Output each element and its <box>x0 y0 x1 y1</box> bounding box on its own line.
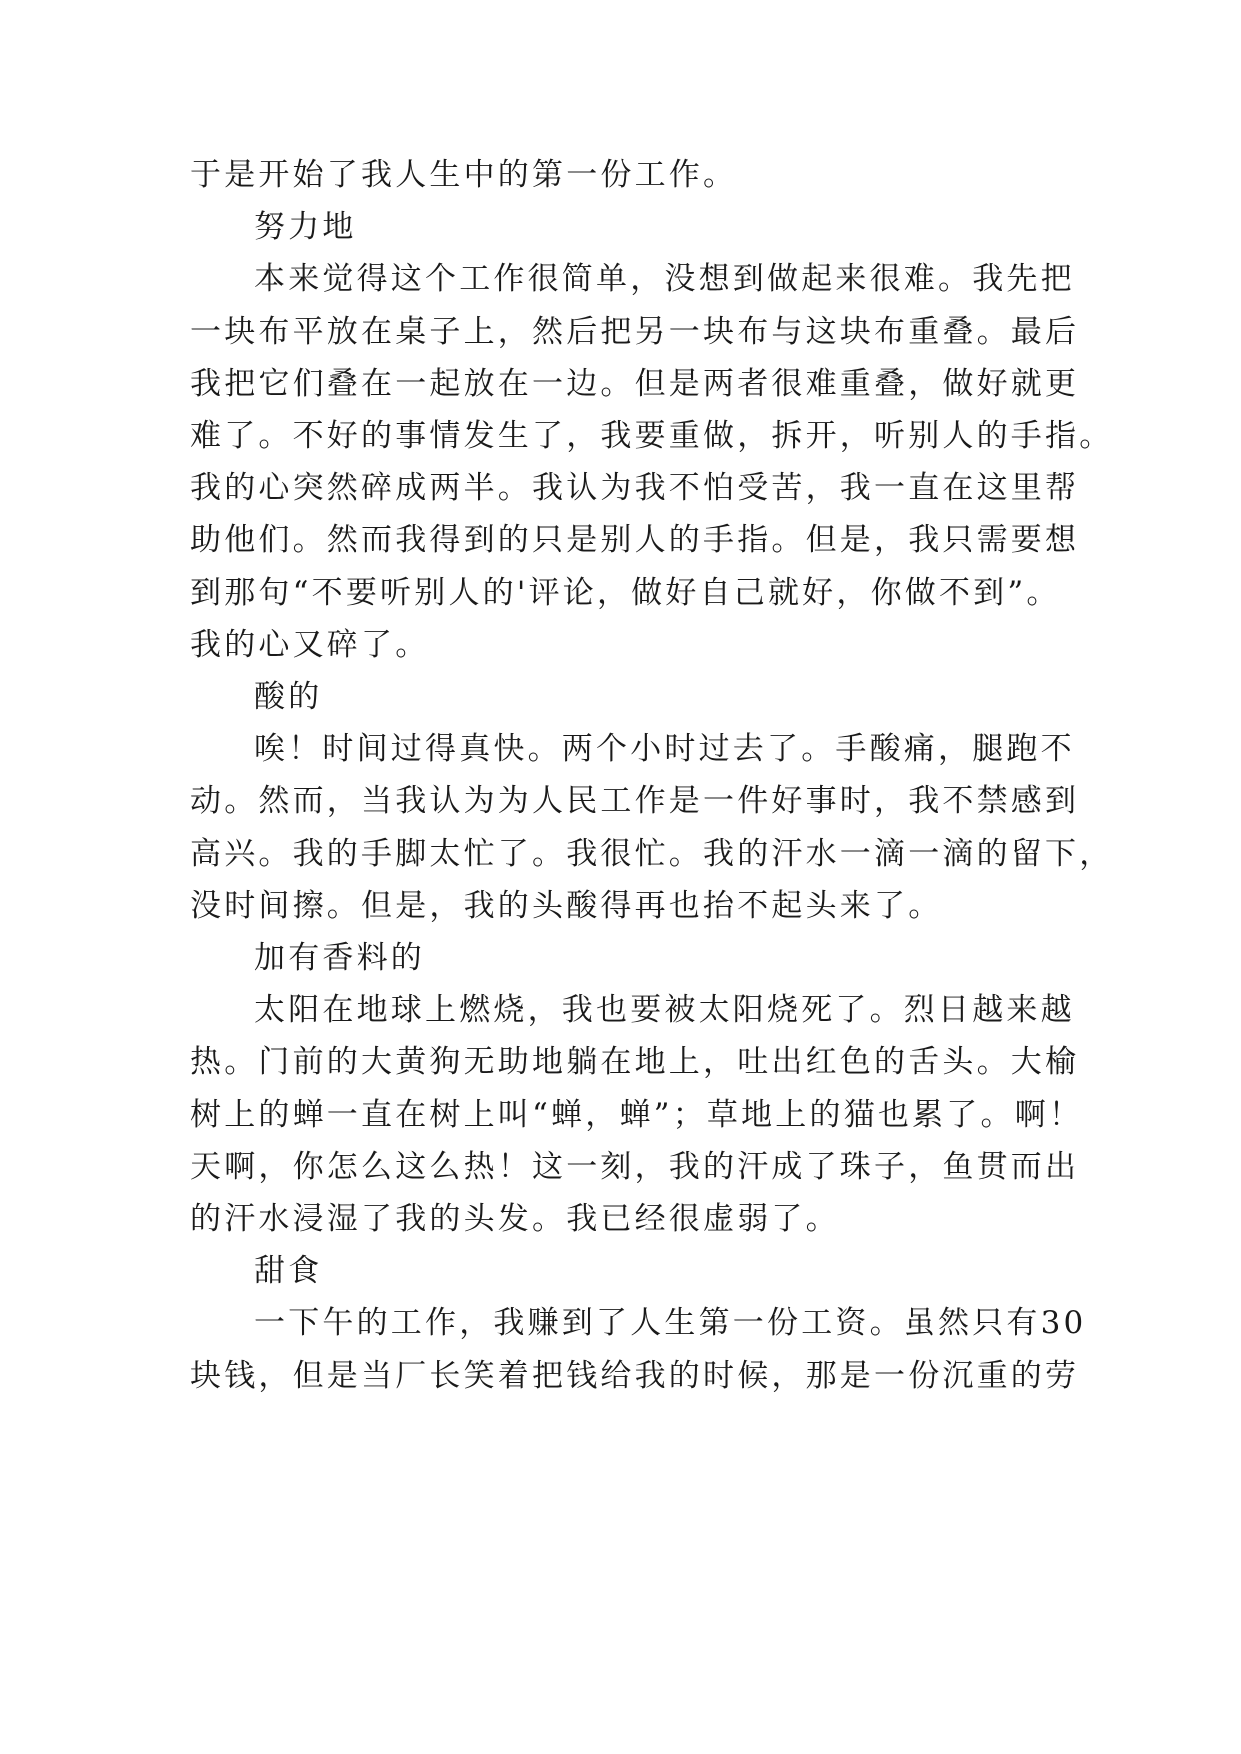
paragraph-line: 我的心又碎了。 <box>190 626 430 663</box>
paragraph-line: 于是开始了我人生中的第一份工作。 <box>190 157 738 193</box>
section-heading: 酸的 <box>254 679 323 715</box>
paragraph-line: 热。门前的大黄狗无助地躺在地上，吐出红色的舌头。大榆 <box>190 1044 1080 1081</box>
paragraph-line: 我的心突然碎成两半。我认为我不怕受苦，我一直在这里帮 <box>190 470 1080 507</box>
paragraph-line: 动。然而，当我认为为人民工作是一件好事时，我不禁感到 <box>190 783 1080 820</box>
paragraph-line: 我把它们叠在一起放在一边。但是两者很难重叠，做好就更 <box>190 365 1080 402</box>
paragraph-line: 难了。不好的事情发生了，我要重做，拆开，听别人的手指。 <box>190 418 1114 454</box>
paragraph-line: 一下午的工作，我赚到了人生第一份工资。虽然只有30 <box>254 1305 1087 1342</box>
paragraph-line: 助他们。然而我得到的只是别人的手指。但是，我只需要想 <box>190 522 1080 559</box>
paragraph-line: 没时间擦。但是，我的头酸得再也抬不起头来了。 <box>190 887 943 924</box>
paragraph-line: 太阳在地球上燃烧，我也要被太阳烧死了。烈日越来越 <box>254 992 1075 1029</box>
paragraph-line: 树上的蝉一直在树上叫“蝉，蝉”；草地上的猫也累了。啊！ <box>190 1096 1084 1133</box>
paragraph-line: 的汗水浸湿了我的头发。我已经很虚弱了。 <box>190 1201 840 1237</box>
paragraph-line: 本来觉得这个工作很简单，没想到做起来很难。我先把 <box>254 261 1075 298</box>
paragraph-line: 块钱，但是当厂长笑着把钱给我的时候，那是一份沉重的劳 <box>190 1357 1080 1394</box>
section-heading: 努力地 <box>254 209 357 246</box>
paragraph-line: 到那句“不要听别人的'评论，做好自己就好，你做不到”。 <box>190 574 1061 611</box>
section-heading: 甜食 <box>254 1253 323 1290</box>
paragraph-line: 唉！时间过得真快。两个小时过去了。手酸痛，腿跑不 <box>254 731 1075 768</box>
paragraph-line: 一块布平放在桌子上，然后把另一块布与这块布重叠。最后 <box>190 313 1080 350</box>
paragraph-line: 天啊，你怎么这么热！这一刻，我的汗成了珠子，鱼贯而出 <box>190 1148 1080 1185</box>
section-heading: 加有香料的 <box>254 940 425 976</box>
paragraph-line: 高兴。我的手脚太忙了。我很忙。我的汗水一滴一滴的留下， <box>190 835 1114 872</box>
